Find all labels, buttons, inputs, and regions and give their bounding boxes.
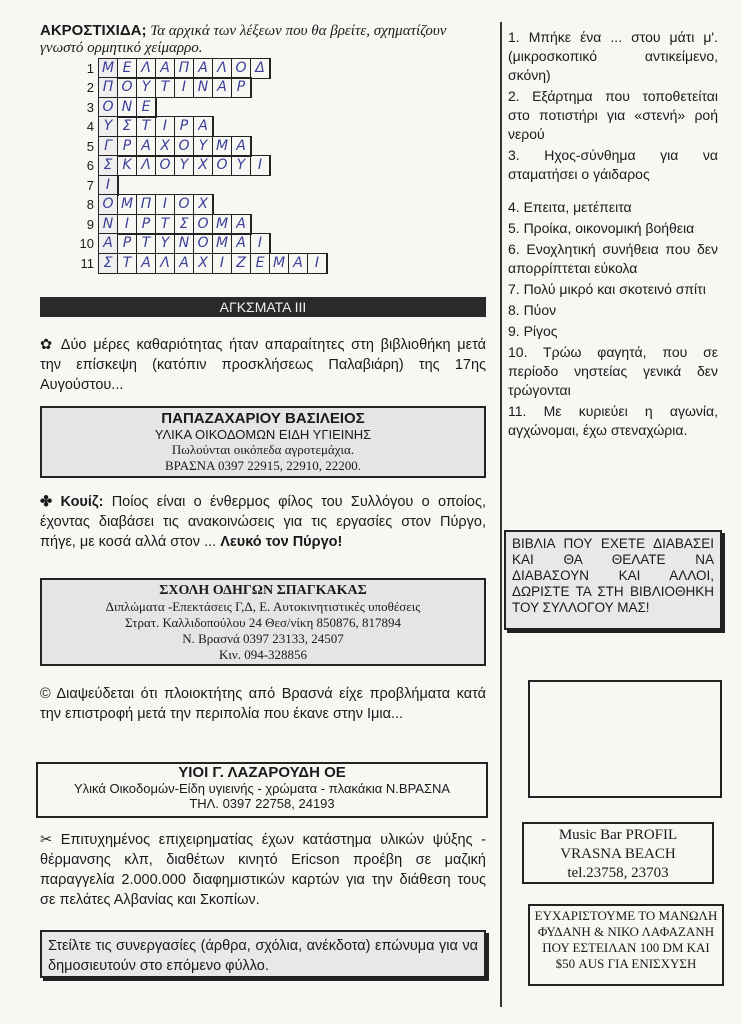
row-number: 7 — [86, 177, 94, 193]
grid-cell: Υ — [194, 137, 213, 156]
grid-cell: Ο — [213, 156, 232, 175]
ad2-name: ΣΧΟΛΗ ΟΔΗΓΩΝ ΣΠΑΓΚΑΚΑΣ — [159, 583, 367, 598]
ad3-line1: Υλικά Οικοδομών-Είδη υγιεινής - χρώματα - πλακάκια Ν.ΒΡΑΣΝΑ — [73, 781, 451, 796]
grid-cell: Ι — [99, 176, 118, 195]
acrostic-row — [70, 136, 252, 156]
grid-cell: Υ — [232, 156, 251, 175]
grid-cell: Γ — [99, 137, 118, 156]
quiz-label: ✤ Κουίζ: — [40, 494, 104, 510]
grid-cell: Ο — [194, 234, 213, 253]
grid-cell: Α — [137, 254, 156, 273]
grid-cell: Τ — [137, 117, 156, 136]
clue-item: 7. Πολύ μικρό και σκοτεινό σπίτι — [508, 281, 706, 297]
clue-item: 4. Επειτα, μετέπειτα — [508, 199, 632, 215]
grid-cell: Ο — [175, 137, 194, 156]
grid-cell: Λ — [156, 254, 175, 273]
ad1-line1: ΥΛΙΚΑ ΟΙΚΟΔΟΜΩΝ ΕΙΔΗ ΥΓΙΕΙΝΗΣ — [154, 427, 372, 442]
row-number: 1 — [86, 60, 94, 76]
clue-item: 5. Προίκα, οικονομική βοήθεια — [508, 220, 695, 236]
acrostic-row — [70, 195, 214, 215]
grid-cell: Ο — [194, 215, 213, 234]
quiz-text: Ποίος είναι ο ένθερμος φίλος του Συλλόγου ο οποίος, έχοντας διαβάσει τις ανακοινώσεις για τις εργασίες στον Πύργο, πήγε, με κοσά αλλά στον ... — [40, 494, 486, 550]
ad3-line2: ΤΗΛ. 0397 22758, 24193 — [189, 796, 335, 811]
grid-cell: Υ — [99, 117, 118, 136]
grid-cell: Α — [213, 78, 232, 97]
grid-cell: Α — [99, 234, 118, 253]
grid-cell: Χ — [194, 156, 213, 175]
grid-cell: Ι — [118, 215, 137, 234]
grid-cell: Ν — [99, 215, 118, 234]
grid-cell: Α — [289, 254, 308, 273]
empty-box — [528, 680, 722, 798]
grid-cell: Ρ — [118, 137, 137, 156]
acrostic-title — [40, 22, 480, 57]
books-text: ΒΙΒΛΙΑ ΠΟΥ ΕΧΕΤΕ ΔΙΑΒΑΣΕΙ ΚΑΙ ΘΑ ΘΕΛΑΤΕ ΝΑ ΔΙΑΒΑΣΟΥΝ ΚΑΙ ΑΛΛΟΙ, ΔΩΡΙΣΤΕ ΤΑ ΣΤΗ ΒΙΒΛΙΟΘΗΚΗ ΤΟΥ ΣΥΛΛΟΓΟΥ ΜΑΣ! — [512, 536, 714, 615]
grid-cell: Α — [232, 215, 251, 234]
grid-cell: Α — [156, 59, 175, 78]
grid-cell: Λ — [137, 59, 156, 78]
grid-cell: Μ — [213, 215, 232, 234]
ad2-line3: Ν. Βρασνά 0397 23133, 24507 — [182, 631, 344, 646]
notice-box — [40, 930, 486, 978]
ad-papazachariou — [40, 406, 486, 478]
music-bar-ad — [522, 822, 714, 884]
grid-cell: Α — [194, 117, 213, 136]
column-divider — [500, 22, 502, 1007]
clue-item: 10. Τρώω φαγητά, που σε περίοδο νηστείας γενικά δεν τρώγονται — [508, 344, 718, 398]
grid-cell: Ζ — [232, 254, 251, 273]
grid-cell: Π — [175, 59, 194, 78]
ad1-line2: Πωλούνται οικόπεδα αγροτεμάχια. — [171, 442, 355, 457]
clue-item: 2. Εξάρτημα που τοποθετείται στο ποτιστήρι για «στενή» ροή νερού — [508, 88, 718, 142]
clue-item: 6. Ενοχλητική συνήθεια που δεν απορρίπτεται εύκολα — [508, 241, 718, 276]
grid-cell: Ρ — [175, 117, 194, 136]
grid-cell: Μ — [118, 195, 137, 214]
row-number: 11 — [80, 255, 94, 271]
music-bar-phone: tel.23758, 23703 — [567, 865, 669, 881]
ad-lazaroudi — [36, 762, 488, 818]
ad2-line4: Κιν. 094-328856 — [218, 647, 308, 662]
grid-cell: Π — [99, 78, 118, 97]
acrostic-row — [70, 58, 271, 78]
row-number: 9 — [86, 216, 94, 232]
grid-cell: Υ — [156, 234, 175, 253]
acrostic-subtitle: Τα αρχικά των λέξεων που θα βρείτε, σχηματίζουν γνωστό ορμητικό χείμαρρο. — [40, 23, 447, 56]
grid-cell: Ι — [213, 254, 232, 273]
grid-cell: Ρ — [232, 78, 251, 97]
grid-cell: Ν — [175, 234, 194, 253]
grid-cell: Υ — [137, 78, 156, 97]
acrostic-row — [70, 156, 271, 176]
grid-cell: Κ — [118, 156, 137, 175]
row-number: 6 — [86, 158, 94, 173]
grid-cell: Ρ — [137, 215, 156, 234]
grid-cell: Α — [232, 137, 251, 156]
scissors-icon: ✂ — [40, 832, 61, 848]
grid-cell: Ν — [194, 78, 213, 97]
clue-item: 8. Πύον — [508, 302, 557, 318]
grid-cell: Υ — [175, 156, 194, 175]
acrostic-row — [70, 97, 157, 117]
grid-cell: Σ — [99, 156, 118, 175]
grid-cell: Λ — [213, 59, 232, 78]
clue-item: 11. Με κυριεύει η αγωνία, αγχώνομαι, έχω στεναχώρια. — [508, 403, 718, 438]
grid-cell: Χ — [194, 195, 213, 214]
grid-cell: Α — [194, 59, 213, 78]
paragraph-shipowner: © Διαψεύδεται ότι πλοιοκτήτης από Βρασνά είχε προβλήματα κατά την επιστροφή μετά την περιπολία που έκανε στην Ιμια... — [40, 686, 486, 722]
grid-cell: Ε — [118, 59, 137, 78]
clue-list — [508, 28, 718, 442]
paragraph-businessman: ✂ Επιτυχημένος επιχειρηματίας έχων κατάστημα υλικών ψύξης - θέρμανσης κλπ, διαθέτων κινητό Ericson προέβη σε μαζική παραγγελία 2.000.000 διαφημιστικών καρτών για την διάθεση τους σε πελάτες Αλβανίας και Σκοπίων. — [40, 832, 486, 908]
acrostic-row — [70, 175, 119, 195]
grid-cell: Ο — [118, 78, 137, 97]
ad1-line3: ΒΡΑΣΝΑ 0397 22915, 22910, 22200. — [165, 458, 361, 473]
grid-cell: Α — [137, 137, 156, 156]
acrostic-row — [70, 214, 252, 234]
grid-cell: Ι — [251, 234, 270, 253]
grid-cell: Ο — [99, 98, 118, 117]
grid-cell: Σ — [175, 215, 194, 234]
grid-cell: Α — [232, 234, 251, 253]
grid-cell: Ι — [156, 117, 175, 136]
clue-item: 1. Μπήκε ένα ... στου μάτι μ'. (μικροσκοπικό αντικείμενο, σκόνη) — [508, 29, 718, 83]
notice-text: Στείλτε τις συνεργασίες (άρθρα, σχόλια, ανέκδοτα) επώνυμα για να δημοσιευτούν στο επόμενο φύλλο. — [48, 938, 478, 974]
grid-cell: Τ — [118, 254, 137, 273]
ad2-line1: Διπλώματα -Επεκτάσεις Γ,Δ, Ε. Αυτοκινητιστικές υποθέσεις — [105, 599, 421, 614]
clue-item: 9. Ρίγος — [508, 323, 558, 339]
quiz-answer: Λευκό τον Πύργο! — [220, 534, 343, 550]
grid-cell: Ι — [251, 156, 270, 175]
grid-cell: Χ — [194, 254, 213, 273]
grid-cell: Μ — [213, 137, 232, 156]
grid-cell: Μ — [213, 234, 232, 253]
thanks-box: ΕΥΧΑΡΙΣΤΟΥΜΕ ΤΟ ΜΑΝΩΛΗ ΦΥΔΑΝΗ & ΝΙΚΟ ΛΑΦΑΖΑΝΗ ΠΟΥ ΕΣΤΕΙΛΑΝ 100 DM ΚΑΙ $50 AUS ΓΙΑ ΕΝΙΣΧΥΣΗ — [528, 904, 724, 986]
grid-cell: Ε — [137, 98, 156, 117]
row-number: 3 — [86, 99, 94, 115]
grid-cell: Ο — [156, 156, 175, 175]
grid-cell: Ο — [175, 195, 194, 214]
grid-cell: Ν — [118, 98, 137, 117]
acrostic-row — [70, 78, 252, 98]
quiz-paragraph — [40, 492, 486, 552]
grid-cell: Σ — [99, 254, 118, 273]
row-number: 4 — [86, 119, 94, 134]
grid-cell: Μ — [99, 59, 118, 78]
ad2-line2: Στρατ. Καλλιδοπούλου 24 Θεσ/νίκη 850876, 817894 — [124, 615, 402, 630]
ad1-name: ΠΑΠΑΖΑΧΑΡΙΟΥ ΒΑΣΙΛΕΙΟΣ — [161, 410, 365, 427]
grid-cell: Ε — [251, 254, 270, 273]
music-bar-location: VRASNA BEACH — [560, 846, 676, 862]
row-number: 2 — [86, 80, 94, 95]
acrostic-heading: ΑΚΡΟΣΤΙΧΙΔΑ; — [40, 22, 147, 39]
section-header: ΑΓΚΣΜΑΤΑ III — [40, 297, 486, 317]
books-box — [504, 530, 722, 630]
grid-cell: Τ — [156, 78, 175, 97]
grid-cell: Ο — [99, 195, 118, 214]
music-bar-name: Music Bar PROFIL — [558, 827, 678, 843]
grid-cell: Τ — [156, 215, 175, 234]
acrostic-row — [70, 234, 271, 254]
grid-cell: Ι — [175, 78, 194, 97]
grid-cell: Τ — [137, 234, 156, 253]
row-number: 10 — [79, 236, 94, 251]
grid-cell: Ι — [156, 195, 175, 214]
grid-cell: Δ — [251, 59, 270, 78]
grid-cell: Μ — [270, 254, 289, 273]
grid-cell: Ρ — [118, 234, 137, 253]
row-number: 5 — [86, 138, 94, 154]
grid-cell: Σ — [118, 117, 137, 136]
grid-cell: Α — [175, 254, 194, 273]
clue-item: 3. Ηχος-σύνθημα για να σταματήσει ο γάιδαρος — [508, 147, 718, 182]
grid-cell: Π — [137, 195, 156, 214]
acrostic-row — [70, 253, 328, 273]
grid-cell: Ο — [232, 59, 251, 78]
grid-cell: Λ — [137, 156, 156, 175]
ad-driving-school — [40, 578, 486, 666]
laurel-icon: ✿ — [40, 337, 61, 353]
grid-cell: Χ — [156, 137, 175, 156]
ad3-name: ΥΙΟΙ Γ. ΛΑΖΑΡΟΥΔΗ ΟΕ — [178, 764, 346, 781]
row-number: 8 — [86, 197, 94, 212]
paragraph-cleanup: ✿ Δύο μέρες καθαριότητας ήταν απαραίτητες στη βιβλιοθήκη μετά την επίσκεψη (κατόπιν προσκλήσεως Παλαβιάρη) της 17ης Αυγούστου... — [40, 337, 486, 393]
acrostic-row — [70, 117, 214, 137]
grid-cell: Ι — [308, 254, 327, 273]
